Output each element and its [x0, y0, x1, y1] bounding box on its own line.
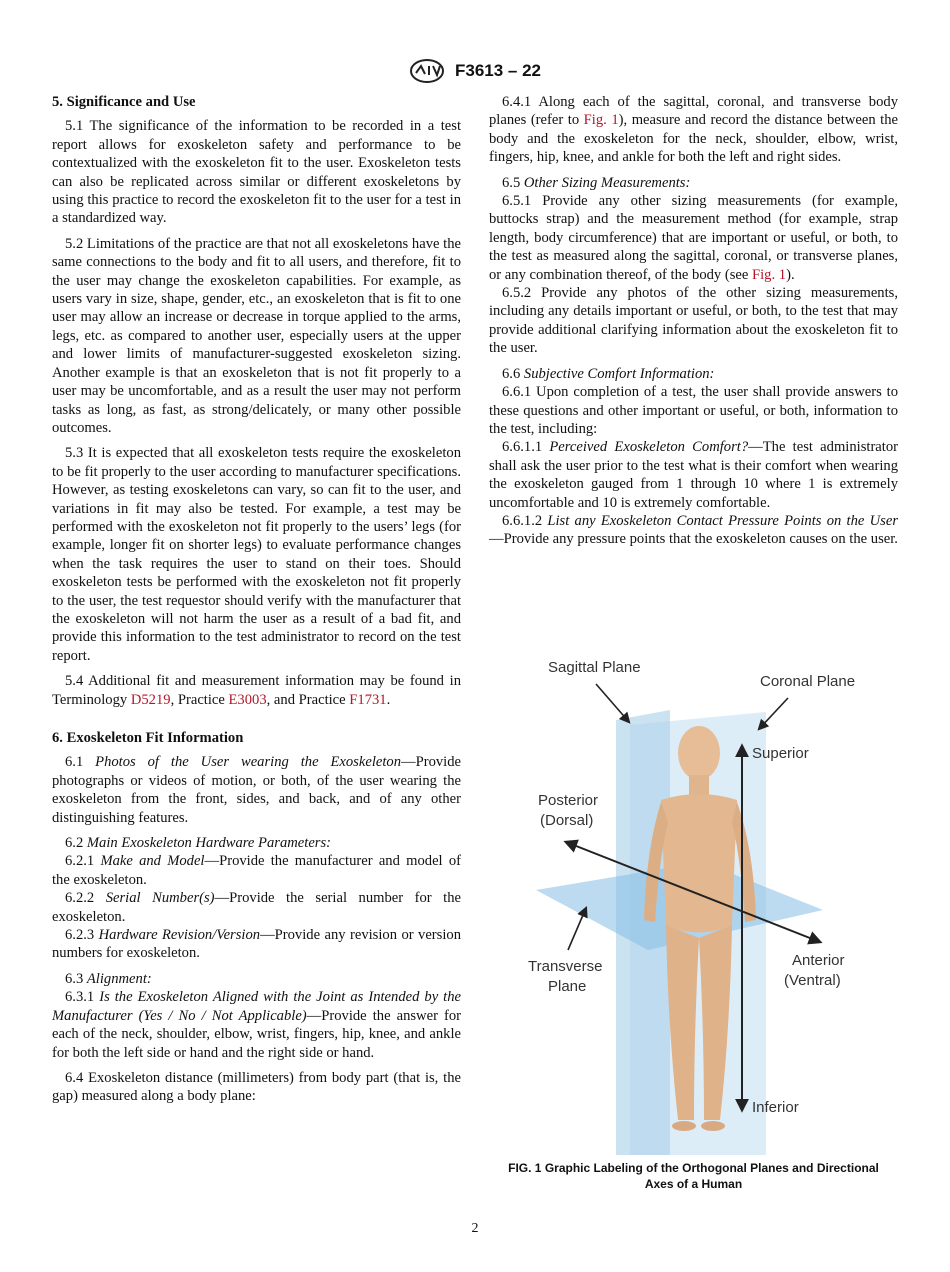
label-anterior-ventral: (Ventral): [784, 972, 841, 989]
para-6-2-1: [52, 852, 461, 889]
label-coronal-plane: Coronal Plane: [760, 673, 856, 690]
para-number: 6.6: [502, 365, 524, 382]
para-number: 6.2: [65, 835, 87, 852]
para-6-6-1: 6.6.1 Upon completion of a test, the user shall provide answers to these questions and other important or useful, or both, information to the test, including:: [489, 384, 898, 437]
para-number: 6.3: [65, 970, 87, 987]
label-inferior: Inferior: [752, 1099, 799, 1116]
ref-fig1-link[interactable]: Fig. 1: [752, 266, 787, 283]
para-text: ), measure and record the distance between the body and the exoskeleton for the neck, shoulder, elbow, wrist, fingers, hip, knee, and ankle for both the left and right sides.: [489, 112, 899, 166]
para-6-4: 6.4 Exoskeleton distance (millimeters) from body part (that is, the gap) measured along a body plane:: [52, 1069, 461, 1105]
para-5-4: [52, 672, 461, 709]
para-title: Serial Number(s): [105, 890, 215, 907]
para-6-6-1-1: [489, 438, 898, 512]
section-5-heading: 5. Significance and Use: [52, 94, 196, 110]
para-title: Is the Exoskeleton Aligned with the Joint as Intended by the Manufacturer (Yes / No / Not Applicable): [52, 989, 461, 1024]
para-6-1: [52, 753, 461, 827]
para-6-5-2: 6.5.2 Provide any photos of the other sizing measurements, including any details important or useful, or both, to the test that may provide additional clarifying information about the exoskeleton fit to the user.: [489, 285, 898, 357]
caption-line: Axes of a Human: [644, 1176, 743, 1191]
anatomical-planes-figure: [518, 650, 878, 1155]
para-6-5: [489, 174, 898, 192]
para-6-2-3: [52, 926, 461, 963]
para-5-1: 5.1 The significance of the information to be recorded in a test report allows for exoskeleton safety and performance to be contextualized with the exoskeleton fit to the user. Exoskeleton tests can also be replicated across similar or different exoskeletons by using this practice to record the exoskeleton fit to the user for a test in a standardized way.: [52, 118, 461, 227]
section-6-heading: 6. Exoskeleton Fit Information: [52, 730, 244, 746]
label-posterior: Posterior: [538, 792, 599, 809]
page-number: 2: [471, 1221, 479, 1236]
para-title: List any Exoskeleton Contact Pressure Points on the User: [547, 512, 898, 529]
para-number: 6.2.2: [65, 890, 106, 907]
para-title: Make and Model: [100, 853, 205, 870]
standard-code: F3613 – 22: [454, 61, 541, 80]
para-text: —Provide photographs or videos of motion, or both, of the user wearing the exoskeleton from the front, sides, and back, and of any other distinguishing features.: [52, 754, 461, 826]
left-column: [52, 93, 461, 1106]
para-5-4-text: .: [386, 691, 391, 708]
ref-fig1-link[interactable]: Fig. 1: [583, 112, 619, 129]
label-transverse: Transverse: [528, 958, 603, 975]
para-5-4-text: 5.4 Additional fit and measurement information may be found in Terminology: [52, 673, 461, 708]
para-text: 6.4.1 Along each of the sagittal, coronal, and transverse body planes (refer to: [489, 94, 898, 129]
para-6-4-1: [489, 93, 898, 167]
para-number: 6.6.1.1: [502, 439, 550, 456]
para-title: Other Sizing Measurements:: [523, 174, 691, 191]
para-6-3-1: [52, 988, 461, 1062]
para-6-6: [489, 365, 898, 383]
para-title: Hardware Revision/Version: [98, 927, 261, 944]
para-text: —Provide the manufacturer and model of the exoskeleton.: [52, 853, 461, 888]
ref-e3003-link[interactable]: E3003: [228, 691, 267, 708]
figure-caption: [489, 1161, 898, 1192]
sagittal-pointer-arrow: [596, 684, 629, 722]
para-6-2-2: [52, 889, 461, 926]
label-sagittal-plane: Sagittal Plane: [548, 659, 641, 676]
para-text: —Provide any pressure points that the exoskeleton causes on the user.: [489, 531, 898, 548]
ref-f1731-link[interactable]: F1731: [349, 691, 387, 708]
para-text: —Provide the serial number for the exoskeleton.: [52, 890, 461, 925]
page-header: [0, 58, 950, 84]
para-title: Perceived Exoskeleton Comfort?: [549, 439, 749, 456]
para-text: —The test administrator shall ask the user prior to the test what is their comfort when wearing the exoskeleton gauged from 1 through 10 where 1 is extremely uncomfortable and 10 is extremely comfortable.: [489, 439, 899, 511]
para-title: Subjective Comfort Information:: [523, 365, 715, 382]
para-6-3: [52, 970, 461, 988]
para-5-2: 5.2 Limitations of the practice are that not all exoskeletons have the same connections to the body and fit to all users, and therefore, fit to the user may change the exoskeleton capabilities. For example, as users vary in size, shape, gender, etc., an exoskeleton that is fit to one user may allow an increase or decrease in torque applied to the arms, legs, etc. as compared to another user, especially users at the upper and lower limits of manufacturer-suggested exoskeleton sizing. Another example is that an exoskeleton that is not fit properly to a user may be uncomfortable, and as a result the user may not perform tasks as long, as fast, as strong/delicately, or many other possible outcomes.: [52, 235, 461, 436]
right-column: [489, 93, 898, 549]
para-text: ).: [786, 266, 795, 283]
para-5-4-text: , Practice: [170, 691, 229, 708]
para-text: —Provide the answer for each of the neck, shoulder, elbow, wrist, fingers, hip, knee, and ankle for both the left side or hand and the right side or hand.: [52, 1007, 461, 1061]
para-5-4-text: , and Practice: [266, 691, 350, 708]
para-text: —Provide any revision or version numbers for exoskeleton.: [52, 927, 461, 962]
label-transverse-plane: Plane: [548, 978, 587, 995]
para-title: Alignment:: [86, 970, 152, 987]
astm-logo-icon: [409, 58, 445, 84]
para-number: 6.1: [65, 754, 96, 771]
transverse-pointer-arrow: [568, 908, 586, 950]
para-title: Photos of the User wearing the Exoskeleton: [95, 754, 401, 771]
para-number: 6.5: [502, 174, 524, 191]
para-text: 6.5.1 Provide any other sizing measurements (for example, buttocks strap) and the measurement method (for example, strap length, body circumference) that are important or useful, or both, to the test as measured along the sagittal, coronal, or transverse planes, or any combination thereof, of the body (see: [489, 193, 898, 283]
para-title: Main Exoskeleton Hardware Parameters:: [86, 835, 332, 852]
para-number: 6.6.1.2: [502, 512, 548, 529]
label-superior: Superior: [752, 745, 809, 762]
para-number: 6.2.1: [65, 853, 101, 870]
para-5-3: 5.3 It is expected that all exoskeleton tests require the exoskeleton to be fit properly to the user according to manufacturer specifications. However, as testing exoskeletons can vary, so can fit to the user, and variations in fit may also be tested. For example, a test may be performed with the exoskeleton not fit properly to the users’ legs (for example, longer fit on shorter legs) to evaluate performance changes when the task requires the user to stand on their toes. Should exoskeleton tests be performed with the exoskeleton not fit properly to the user, the test requestor should verify with the manufacturer that the exoskeleton will not harm the user as a result of a bad fit, and provide this information to the test administrator to record on the test report.: [52, 445, 461, 664]
para-6-6-1-2: [489, 512, 898, 549]
caption-line: FIG. 1 Graphic Labeling of the Orthogonal Planes and Directional: [508, 1161, 879, 1175]
para-6-2: [52, 834, 461, 852]
ref-d5219-link[interactable]: D5219: [130, 691, 171, 708]
para-number: 6.2.3: [65, 927, 99, 944]
para-number: 6.3.1: [65, 989, 100, 1006]
label-anterior: Anterior: [792, 952, 845, 969]
para-6-5-1: [489, 192, 898, 284]
label-posterior-dorsal: (Dorsal): [540, 812, 594, 829]
